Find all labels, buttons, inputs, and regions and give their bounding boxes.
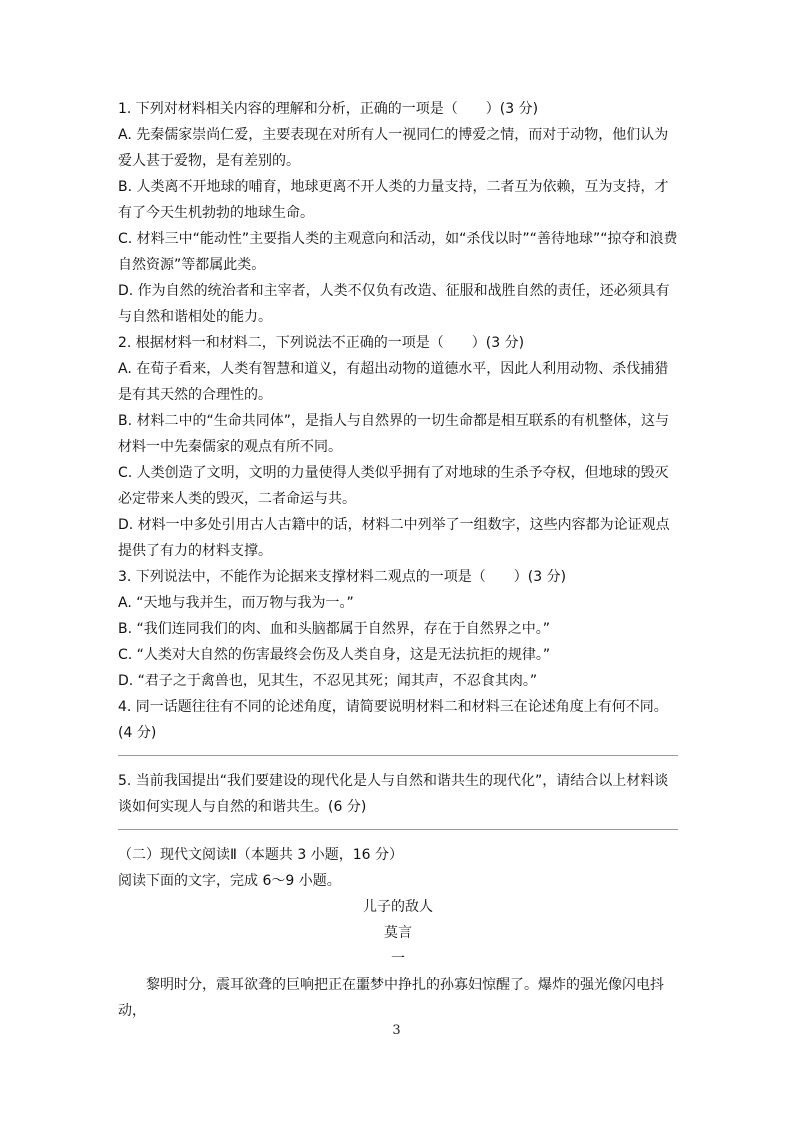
q3-option-c: C. “人类对大自然的伤害最终会伤及人类自身，这是无法抗拒的规律。” [118, 647, 551, 663]
q1-stem: 1. 下列对材料相关内容的理解和分析，正确的一项是（ ）(3 分) [118, 101, 539, 117]
q2-stem: 2. 根据材料一和材料二，下列说法不正确的一项是（ ）(3 分) [118, 335, 525, 351]
q3-option-b: B. “我们连同我们的肉、血和头脑都属于自然界，存在于自然界之中。” [118, 621, 551, 637]
q2-option-c: C. 人类创造了文明，文明的力量使得人类似乎拥有了对地球的生杀予夺权，但地球的毁灭必定带来人类的毁灭，二者命运与共。 [118, 465, 669, 507]
q3-option-d: D. “君子之于禽兽也，见其生，不忍见其死；闻其声，不忍食其肉。” [118, 673, 538, 689]
q1-option-a: A. 先秦儒家崇尚仁爱，主要表现在对所有人一视同仁的博爱之情，而对于动物，他们认为爱人甚于爱物，是有差别的。 [118, 127, 669, 169]
q1-option-b: B. 人类离不开地球的哺育，地球更离不开人类的力量支持，二者互为依赖，互为支持，才有了今天生机勃勃的地球生命。 [118, 179, 669, 221]
answer-line-divider [118, 755, 678, 756]
chapter-number: 一 [391, 951, 405, 967]
q2-option-a: A. 在荀子看来，人类有智慧和道义，有超出动物的道德水平，因此人利用动物、杀伐捕猎是有其天然的合理性的。 [118, 361, 669, 403]
q1-option-d: D. 作为自然的统治者和主宰者，人类不仅负有改造、征服和战胜自然的责任，还必须具有与自然和谐相处的能力。 [118, 283, 670, 325]
q1-option-c: C. 材料三中“能动性”主要指人类的主观意向和活动，如“杀伐以时”“善待地球”“掠夺和浪费自然资源”等都属此类。 [118, 231, 678, 273]
q2-option-d: D. 材料一中多处引用古人古籍中的话，材料二中列举了一组数字，这些内容都为论证观点提供了有力的材料支撑。 [118, 517, 670, 559]
story-author: 莫言 [384, 925, 412, 941]
page-content [118, 96, 678, 1024]
section-instruction: 阅读下面的文字，完成 6～9 小题。 [118, 873, 341, 889]
q3-stem: 3. 下列说法中，不能作为论据来支撑材料二观点的一项是（ ）(3 分) [118, 569, 567, 585]
page-number: 3 [392, 1023, 401, 1038]
q3-option-a: A. “天地与我并生，而万物与我为一。” [118, 595, 354, 611]
answer-line-divider [118, 829, 678, 830]
q4-stem: 4. 同一话题往往有不同的论述角度，请简要说明材料二和材料三在论述角度上有何不同。(4 分) [118, 699, 668, 741]
story-title: 儿子的敌人 [363, 899, 433, 915]
section-heading: （二）现代文阅读Ⅱ（本题共 3 小题，16 分） [118, 847, 403, 863]
q2-option-b: B. 材料二中的“生命共同体”，是指人与自然界的一切生命都是相互联系的有机整体，这与材料一中先秦儒家的观点有所不同。 [118, 413, 670, 455]
story-first-line: 黎明时分，震耳欲聋的巨响把正在噩梦中挣扎的孙寡妇惊醒了。爆炸的强光像闪电抖动， [118, 977, 664, 1019]
q5-stem: 5. 当前我国提出“我们要建设的现代化是人与自然和谐共生的现代化”，请结合以上材料谈谈如何实现人与自然的和谐共生。(6 分) [118, 773, 669, 815]
